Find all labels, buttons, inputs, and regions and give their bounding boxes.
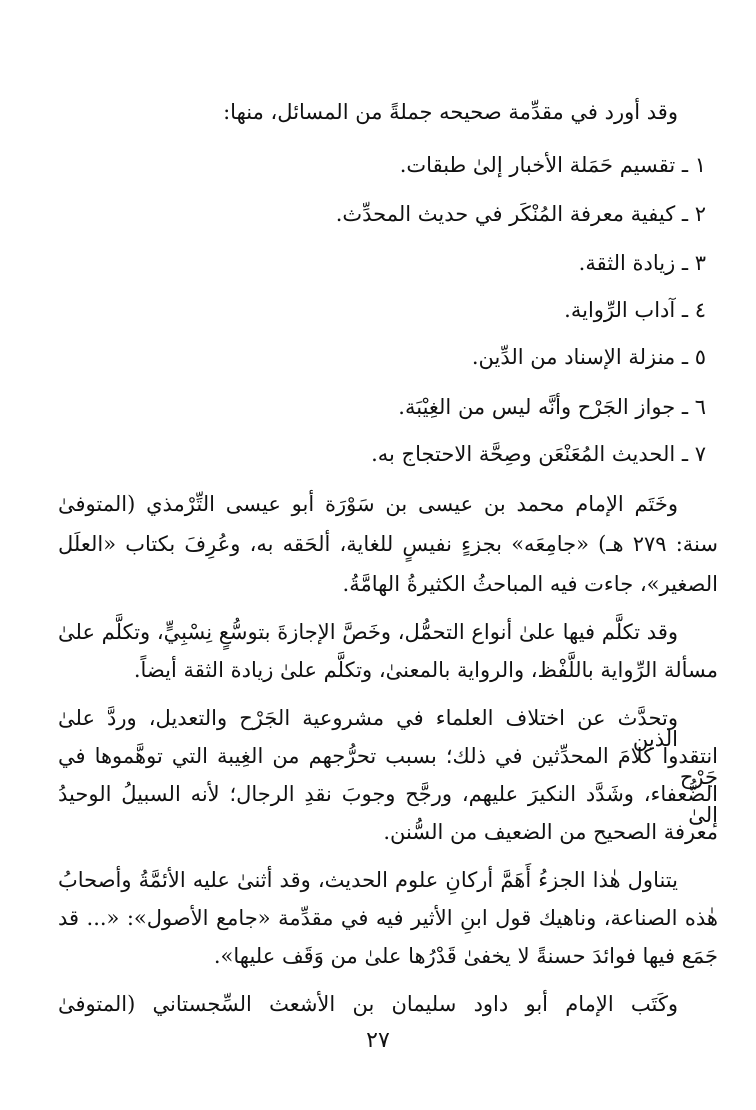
page-number: ٢٧	[366, 1028, 390, 1053]
text-line: وقد أورد في مقدِّمة صحيحه جملةً من المسائل، منها:	[223, 100, 678, 124]
text-line: جَمَع فيها فوائدَ حسنةً لا يخفىٰ قَدْرُها علىٰ من وَقَف عليها».	[213, 944, 718, 968]
text-line: الضُّعفاء، وشَدَّد النكيرَ عليهم، ورجَّح وجوبَ نقدِ الرجال؛ لأنه السبيلُ الوحيدُ إلىٰ	[58, 782, 718, 827]
list-item: ٢ ـ كيفية معرفة المُنْكَر في حديث المحدِّث.	[335, 202, 706, 226]
list-item: ٥ ـ منزلة الإسناد من الدِّين.	[471, 345, 706, 369]
text-line: وتحدَّث عن اختلاف العلماء في مشروعية الجَرْح والتعديل، وردَّ علىٰ الذين	[58, 706, 678, 751]
text-line: معرفة الصحيح من الضعيف من السُّنن.	[383, 820, 718, 844]
text-line: وخَتَم الإمام محمد بن عيسى بن سَوْرَة أبو عيسى التِّرْمذي (المتوفىٰ	[58, 492, 678, 516]
text-line: الصغير»، جاءت فيه المباحثُ الكثيرةُ الهامَّةُ.	[342, 572, 718, 596]
text-line: وكَتَب الإمام أبو داود سليمان بن الأشعث السِّجستاني (المتوفىٰ	[58, 992, 678, 1016]
list-item: ١ ـ تقسيم حَمَلة الأخبار إلىٰ طبقات.	[399, 153, 706, 177]
text-line: وقد تكلَّم فيها علىٰ أنواع التحمُّل، وخَصَّ الإجازةَ بتوسُّعٍ نِسْبِيٍّ، وتكلَّم علىٰ	[58, 620, 678, 644]
text-line: هٰذه الصناعة، وناهيك قول ابنِ الأثير فيه في مقدِّمة «جامع الأصول»: «... قد	[58, 906, 718, 930]
list-item: ٧ ـ الحديث المُعَنْعَن وصِحَّة الاحتجاج به.	[371, 442, 706, 466]
list-item: ٤ ـ آداب الرِّواية.	[564, 298, 706, 322]
list-item: ٦ ـ جواز الجَرْح وأنَّه ليس من الغِيْبَة.	[398, 395, 706, 419]
document-page	[58, 0, 718, 1110]
list-item: ٣ ـ زيادة الثقة.	[578, 251, 706, 275]
text-line: مسألة الرِّواية باللَّفْظ، والرواية بالمعنىٰ، وتكلَّم علىٰ زيادة الثقة أيضاً.	[133, 658, 718, 682]
text-line: سنة: ٢٧٩ هـ) «جامِعَه» بجزءٍ نفيسٍ للغاية، ألحَقه به، وعُرِفَ بكتاب «العلَل	[58, 532, 718, 556]
text-line: انتقدوا كلامَ المحدِّثين في ذلك؛ بسبب تحرُّجهم من الغِيبة التي توهَّموها في جَرْح	[58, 744, 718, 789]
text-line: يتناول هٰذا الجزءُ أَهَمَّ أركانِ علوم الحديث، وقد أثنىٰ عليه الأئمَّةُ وأصحابُ	[58, 868, 678, 892]
